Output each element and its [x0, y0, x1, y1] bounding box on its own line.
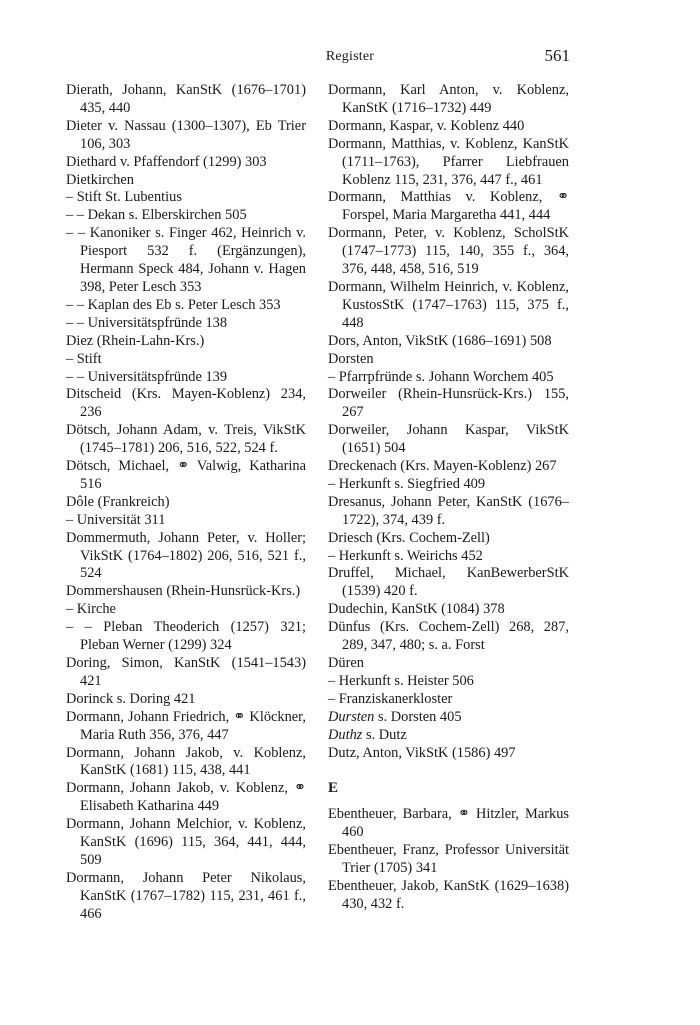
index-entry: – – Dekan s. Elberskirchen 505 — [66, 207, 247, 224]
index-entry: Dorweiler (Rhein-Hunsrück-Krs.) 155, 267 — [328, 386, 569, 421]
index-entry: Dormann, Wilhelm Heinrich, v. Koblenz, KustosStK (1747–1763) 115, 375 f., 448 — [328, 278, 569, 331]
index-entry: Driesch (Krs. Cochem-Zell) — [328, 529, 490, 546]
index-entry: Dormann, Matthias, v. Koblenz, KanStK (1711–1763), Pfarrer Liebfrauen Koblenz 115, 231, 376, 447 f., 461 — [328, 135, 569, 188]
index-entry: Dôle (Frankreich) — [66, 493, 170, 510]
index-entry: Dormann, Johann Jakob, v. Koblenz, ⚭ Elisabeth Katharina 449 — [66, 780, 306, 815]
index-entry: – – Pleban Theoderich (1257) 321; Pleban Werner (1299) 324 — [66, 619, 306, 654]
index-entry: – Herkunft s. Heister 506 — [328, 672, 474, 689]
index-entry: – Franziskanerkloster — [328, 690, 453, 707]
index-entry: Ebentheuer, Barbara, ⚭ Hitzler, Markus 460 — [328, 806, 569, 841]
index-entry-italic — [328, 727, 569, 745]
index-entry: Dormann, Johann Jakob, v. Koblenz, KanStK (1681) 115, 438, 441 — [66, 744, 306, 779]
index-entry: Ebentheuer, Franz, Professor Universität Trier (1705) 341 — [328, 842, 569, 876]
index-entry: Dieter v. Nassau (1300–1307), Eb Trier 106, 303 — [66, 117, 306, 152]
index-entry: Ebentheuer, Jakob, KanStK (1629–1638) 430, 432 f. — [328, 877, 569, 912]
index-entry: Dommershausen (Rhein-Hunsrück-Krs.) — [66, 583, 301, 600]
index-entry: Dormann, Johann Friedrich, ⚭ Klöckner, Maria Ruth 356, 376, 447 — [66, 708, 306, 743]
index-entry: Dötsch, Michael, ⚭ Valwig, Katharina 516 — [66, 458, 306, 492]
left-column — [66, 82, 306, 924]
index-entry: Dormann, Matthias v. Koblenz, ⚭ Forspel, Maria Margaretha 441, 444 — [328, 189, 569, 224]
index-entry: Diethard v. Pfaffendorf (1299) 303 — [66, 153, 267, 170]
index-entry: Druffel, Michael, KanBewerberStK (1539) 420 f. — [328, 565, 569, 600]
italic-term: Duthz — [328, 726, 363, 743]
section-spacer — [328, 762, 569, 780]
index-entry: Dormann, Johann Melchior, v. Koblenz, KanStK (1696) 115, 364, 441, 444, 509 — [66, 816, 306, 868]
index-entry-italic — [328, 709, 569, 727]
index-entry: Dötsch, Johann Adam, v. Treis, VikStK (1745–1781) 206, 516, 522, 524 f. — [66, 422, 306, 457]
entry-reference: s. Dorsten 405 — [374, 708, 462, 725]
index-entry: Düren — [328, 655, 364, 671]
index-entry: Dutz, Anton, VikStK (1586) 497 — [328, 744, 516, 761]
index-entry: – Herkunft s. Siegfried 409 — [328, 475, 486, 492]
running-head — [0, 46, 700, 70]
index-entry: Dorinck s. Doring 421 — [66, 690, 196, 707]
index-entry: – Kirche — [66, 601, 116, 618]
index-entry: Diez (Rhein-Lahn-Krs.) — [66, 332, 205, 349]
index-entry: Dorsten — [328, 350, 374, 367]
entry-reference: s. Dutz — [362, 726, 407, 743]
index-entry: Dünfus (Krs. Cochem-Zell) 268, 287, 289, 347, 480; s. a. Forst — [328, 619, 569, 654]
italic-term: Dursten — [328, 708, 375, 725]
index-entry: Dormann, Peter, v. Koblenz, ScholStK (1747–1773) 115, 140, 355 f., 364, 376, 448, 458, 516, 519 — [328, 225, 569, 278]
index-entry: Ditscheid (Krs. Mayen-Koblenz) 234, 236 — [66, 386, 306, 421]
index-entry: Dormann, Kaspar, v. Koblenz 440 — [328, 117, 525, 134]
index-entry: – – Kaplan des Eb s. Peter Lesch 353 — [66, 296, 281, 313]
index-entry: – Universität 311 — [66, 511, 166, 528]
index-entry: Dudechin, KanStK (1084) 378 — [328, 601, 505, 618]
index-entry: – Pfarrpfründe s. Johann Worchem 405 — [328, 368, 554, 385]
index-entry: Dormann, Karl Anton, v. Koblenz, KanStK (1716–1732) 449 — [328, 82, 569, 116]
index-entry: Dors, Anton, VikStK (1686–1691) 508 — [328, 332, 552, 349]
index-entry: – – Kanoniker s. Finger 462, Heinrich v. Piesport 532 f. (Ergänzungen), Hermann Speck 484, Johann v. Hagen 398, Peter Lesch 353 — [66, 225, 306, 295]
index-entry: – – Universitätspfründe 139 — [66, 368, 228, 385]
index-entry: Dormann, Johann Peter Nikolaus, KanStK (1767–1782) 115, 231, 461 f., 466 — [66, 869, 306, 922]
index-entry: Dommermuth, Johann Peter, v. Holler; VikStK (1764–1802) 206, 516, 521 f., 524 — [66, 529, 306, 582]
page-number: 561 — [544, 46, 570, 65]
index-entry: Dietkirchen — [66, 171, 134, 188]
index-entry: – – Universitätspfründe 138 — [66, 314, 228, 331]
right-column — [328, 82, 569, 914]
index-entry: Dierath, Johann, KanStK (1676–1701) 435, 440 — [66, 82, 306, 116]
index-entry: – Herkunft s. Weirichs 452 — [328, 547, 483, 564]
heading-spacer — [328, 798, 569, 806]
index-entry: – Stift St. Lubentius — [66, 189, 182, 206]
index-entry: – Stift — [66, 350, 102, 367]
section-letter-heading: E — [328, 780, 339, 797]
index-entry: Dresanus, Johann Peter, KanStK (1676–1722), 374, 439 f. — [328, 493, 569, 528]
page-header-title: Register — [325, 49, 375, 64]
index-entry: Doring, Simon, KanStK (1541–1543) 421 — [66, 655, 306, 689]
index-entry: Dorweiler, Johann Kaspar, VikStK (1651) 504 — [328, 422, 569, 457]
index-entry: Dreckenach (Krs. Mayen-Koblenz) 267 — [328, 458, 557, 475]
